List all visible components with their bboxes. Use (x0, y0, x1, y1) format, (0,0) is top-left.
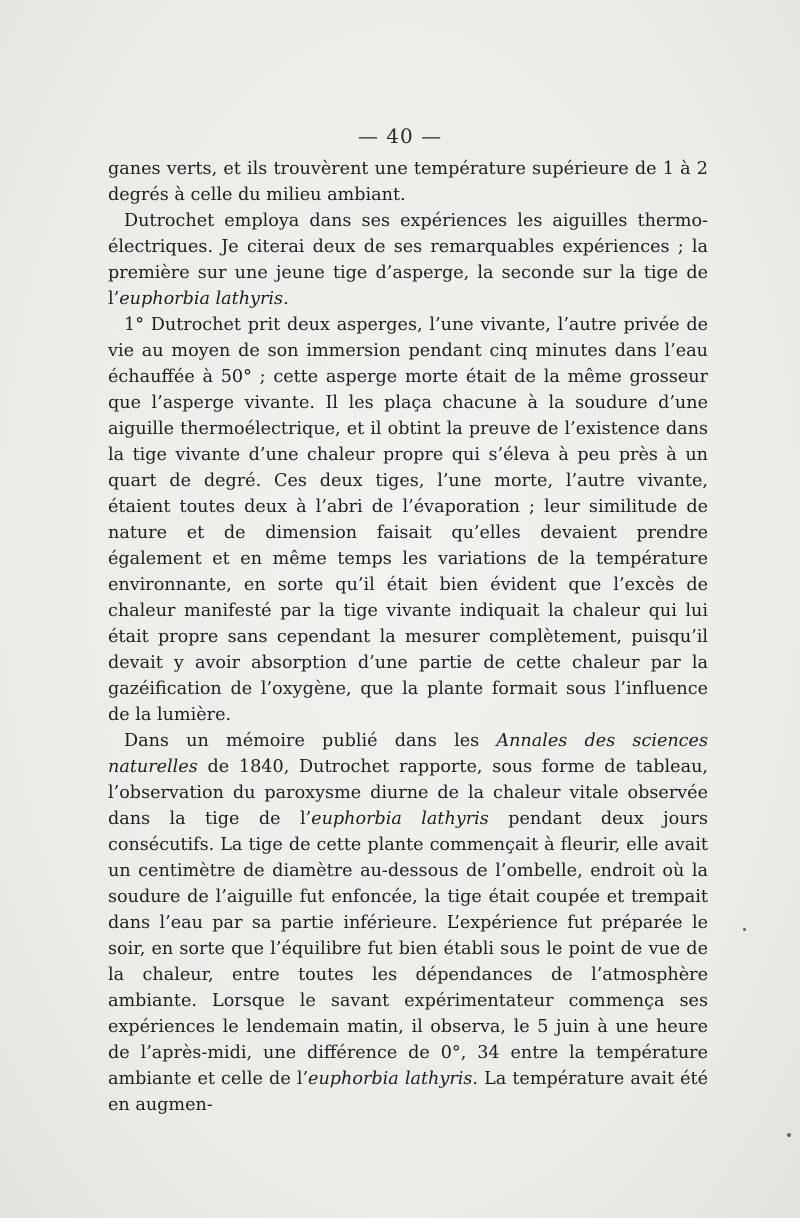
page-number: — 40 — (357, 124, 443, 148)
species-name-2: euphorbia lathyris (311, 809, 489, 829)
paragraph-4-text-2: de 1840, Dutrochet rapporte, sous forme de tableau, l’observation du paroxysme diurne de la chaleur vitale observée dans la tige de l’ (108, 757, 708, 829)
paragraph-4-text-4: . La température avait été en augmen- (108, 1069, 708, 1115)
paragraph-3: 1° Dutrochet prit deux asperges, l’une vivante, l’autre privée de vie au moyen de son immersion pendant cinq minutes dans l’eau échauffée à 50° ; cette asperge morte était de la même grosseur que l’asperge vivante. Il les plaça chacune à la soudure d’une aiguille thermoélectrique, et il obtint la preuve de l’existence dans la tige vivante d’une chaleur propre qui s’éleva à peu près à un quart de degré. Ces deux tiges, l’une morte, l’autre vivante, étaient toutes deux à l’abri de l’évaporation ; leur similitude de nature et de dimension faisait qu’elles devaient prendre également et en même temps les variations de la température environnante, en sorte qu’il était bien évident que l’excès de chaleur manifesté par la tige vivante indiquait la chaleur qui lui était propre sans cependant la mesurer complètement, puisqu’il devait y avoir absorption d’une partie de cette chaleur par la gazéification de l’oxygène, que la plante formait sous l’influence de la lumière. (108, 315, 708, 725)
journal-title: Annales des sciences naturelles (108, 731, 708, 777)
paragraph-4 (108, 728, 708, 1118)
species-name: euphorbia lathyris. (119, 289, 289, 309)
paragraph-4-text-1: Dans un mémoire publié dans les (124, 731, 497, 751)
paragraph-1: ganes verts, et ils trouvèrent une température supérieure de 1 à 2 degrés à celle du milieu ambiant. (108, 159, 708, 205)
scan-speck (743, 928, 746, 931)
paragraph-2 (108, 208, 708, 312)
body-text (108, 156, 708, 1118)
paragraph-2-text: Dutrochet employa dans ses expériences les aiguilles thermo-électriques. Je citerai deux de ses remarquables expériences ; la première sur une jeune tige d’asperge, la seconde sur la tige de l’ (108, 211, 708, 309)
paragraph-4-text-3: pendant deux jours consécutifs. La tige de cette plante commençait à fleurir, elle avait un centimètre de diamètre au-dessous de l’ombelle, endroit où la soudure de l’aiguille fut enfoncée, la tige était coupée et trempait dans l’eau par sa partie inférieure. L’expérience fut préparée le soir, en sorte que l’équilibre fut bien établi sous le point de vue de la chaleur, entre toutes les dépendances de l’atmosphère ambiante. Lorsque le savant expérimentateur commença ses expériences le lendemain matin, il observa, le 5 juin à une heure de l’après-midi, une différence de 0°, 34 entre la température ambiante et celle de l’ (108, 809, 708, 1089)
species-name-3: euphorbia lathyris (308, 1069, 473, 1089)
scan-speck (787, 1133, 791, 1137)
